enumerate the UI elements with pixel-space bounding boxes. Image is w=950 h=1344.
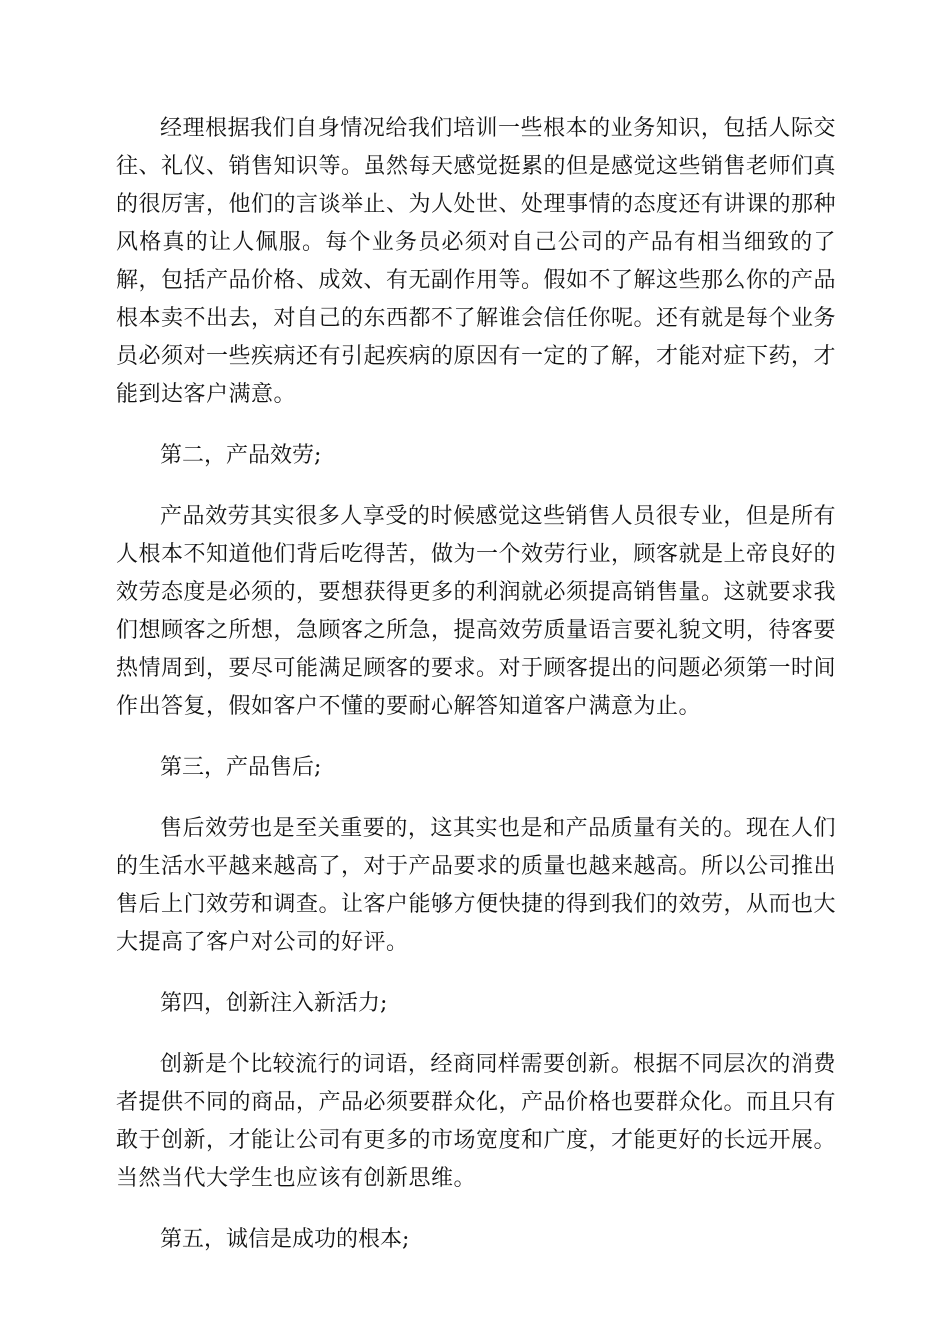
heading-product-service: 第二，产品效劳; bbox=[160, 443, 322, 468]
document-page bbox=[116, 110, 836, 1282]
heading-integrity: 第五，诚信是成功的根本; bbox=[160, 1227, 410, 1252]
heading-innovation: 第四，创新注入新活力; bbox=[160, 991, 388, 1016]
paragraph-training: 经理根据我们自身情况给我们培训一些根本的业务知识，包括人际交往、礼仪、销售知识等。虽然每天感觉挺累的但是感觉这些销售老师们真的很厉害，他们的言谈举止、为人处世、处理事情的态度还有讲课的那种风格真的让人佩服。每个业务员必须对自己公司的产品有相当细致的了解，包括产品价格、成效、有无副作用等。假如不了解这些那么你的产品根本卖不出去，对自己的东西都不了解谁会信任你呢。还有就是每个业务员必须对一些疾病还有引起疾病的原因有一定的了解，才能对症下药，才能到达客户满意。 bbox=[116, 116, 837, 407]
paragraph-product-service: 产品效劳其实很多人享受的时候感觉这些销售人员很专业，但是所有人根本不知道他们背后吃得苦，做为一个效劳行业，顾客就是上帝良好的效劳态度是必须的，要想获得更多的利润就必须提高销售量。这就要求我们想顾客之所想，急顾客之所急，提高效劳质量语言要礼貌文明，待客要热情周到，要尽可能满足顾客的要求。对于顾客提出的问题必须第一时间作出答复，假如客户不懂的要耐心解答知道客户满意为止。 bbox=[116, 504, 837, 719]
paragraph-after-sales: 售后效劳也是至关重要的，这其实也是和产品质量有关的。现在人们的生活水平越来越高了，对于产品要求的质量也越来越高。所以公司推出售后上门效劳和调查。让客户能够方便快捷的得到我们的效劳，从而也大大提高了客户对公司的好评。 bbox=[116, 816, 837, 955]
paragraph-innovation: 创新是个比较流行的词语，经商同样需要创新。根据不同层次的消费者提供不同的商品，产品必须要群众化，产品价格也要群众化。而且只有敢于创新，才能让公司有更多的市场宽度和广度，才能更好的长远开展。当然当代大学生也应该有创新思维。 bbox=[116, 1052, 837, 1191]
heading-after-sales: 第三，产品售后; bbox=[160, 755, 322, 780]
